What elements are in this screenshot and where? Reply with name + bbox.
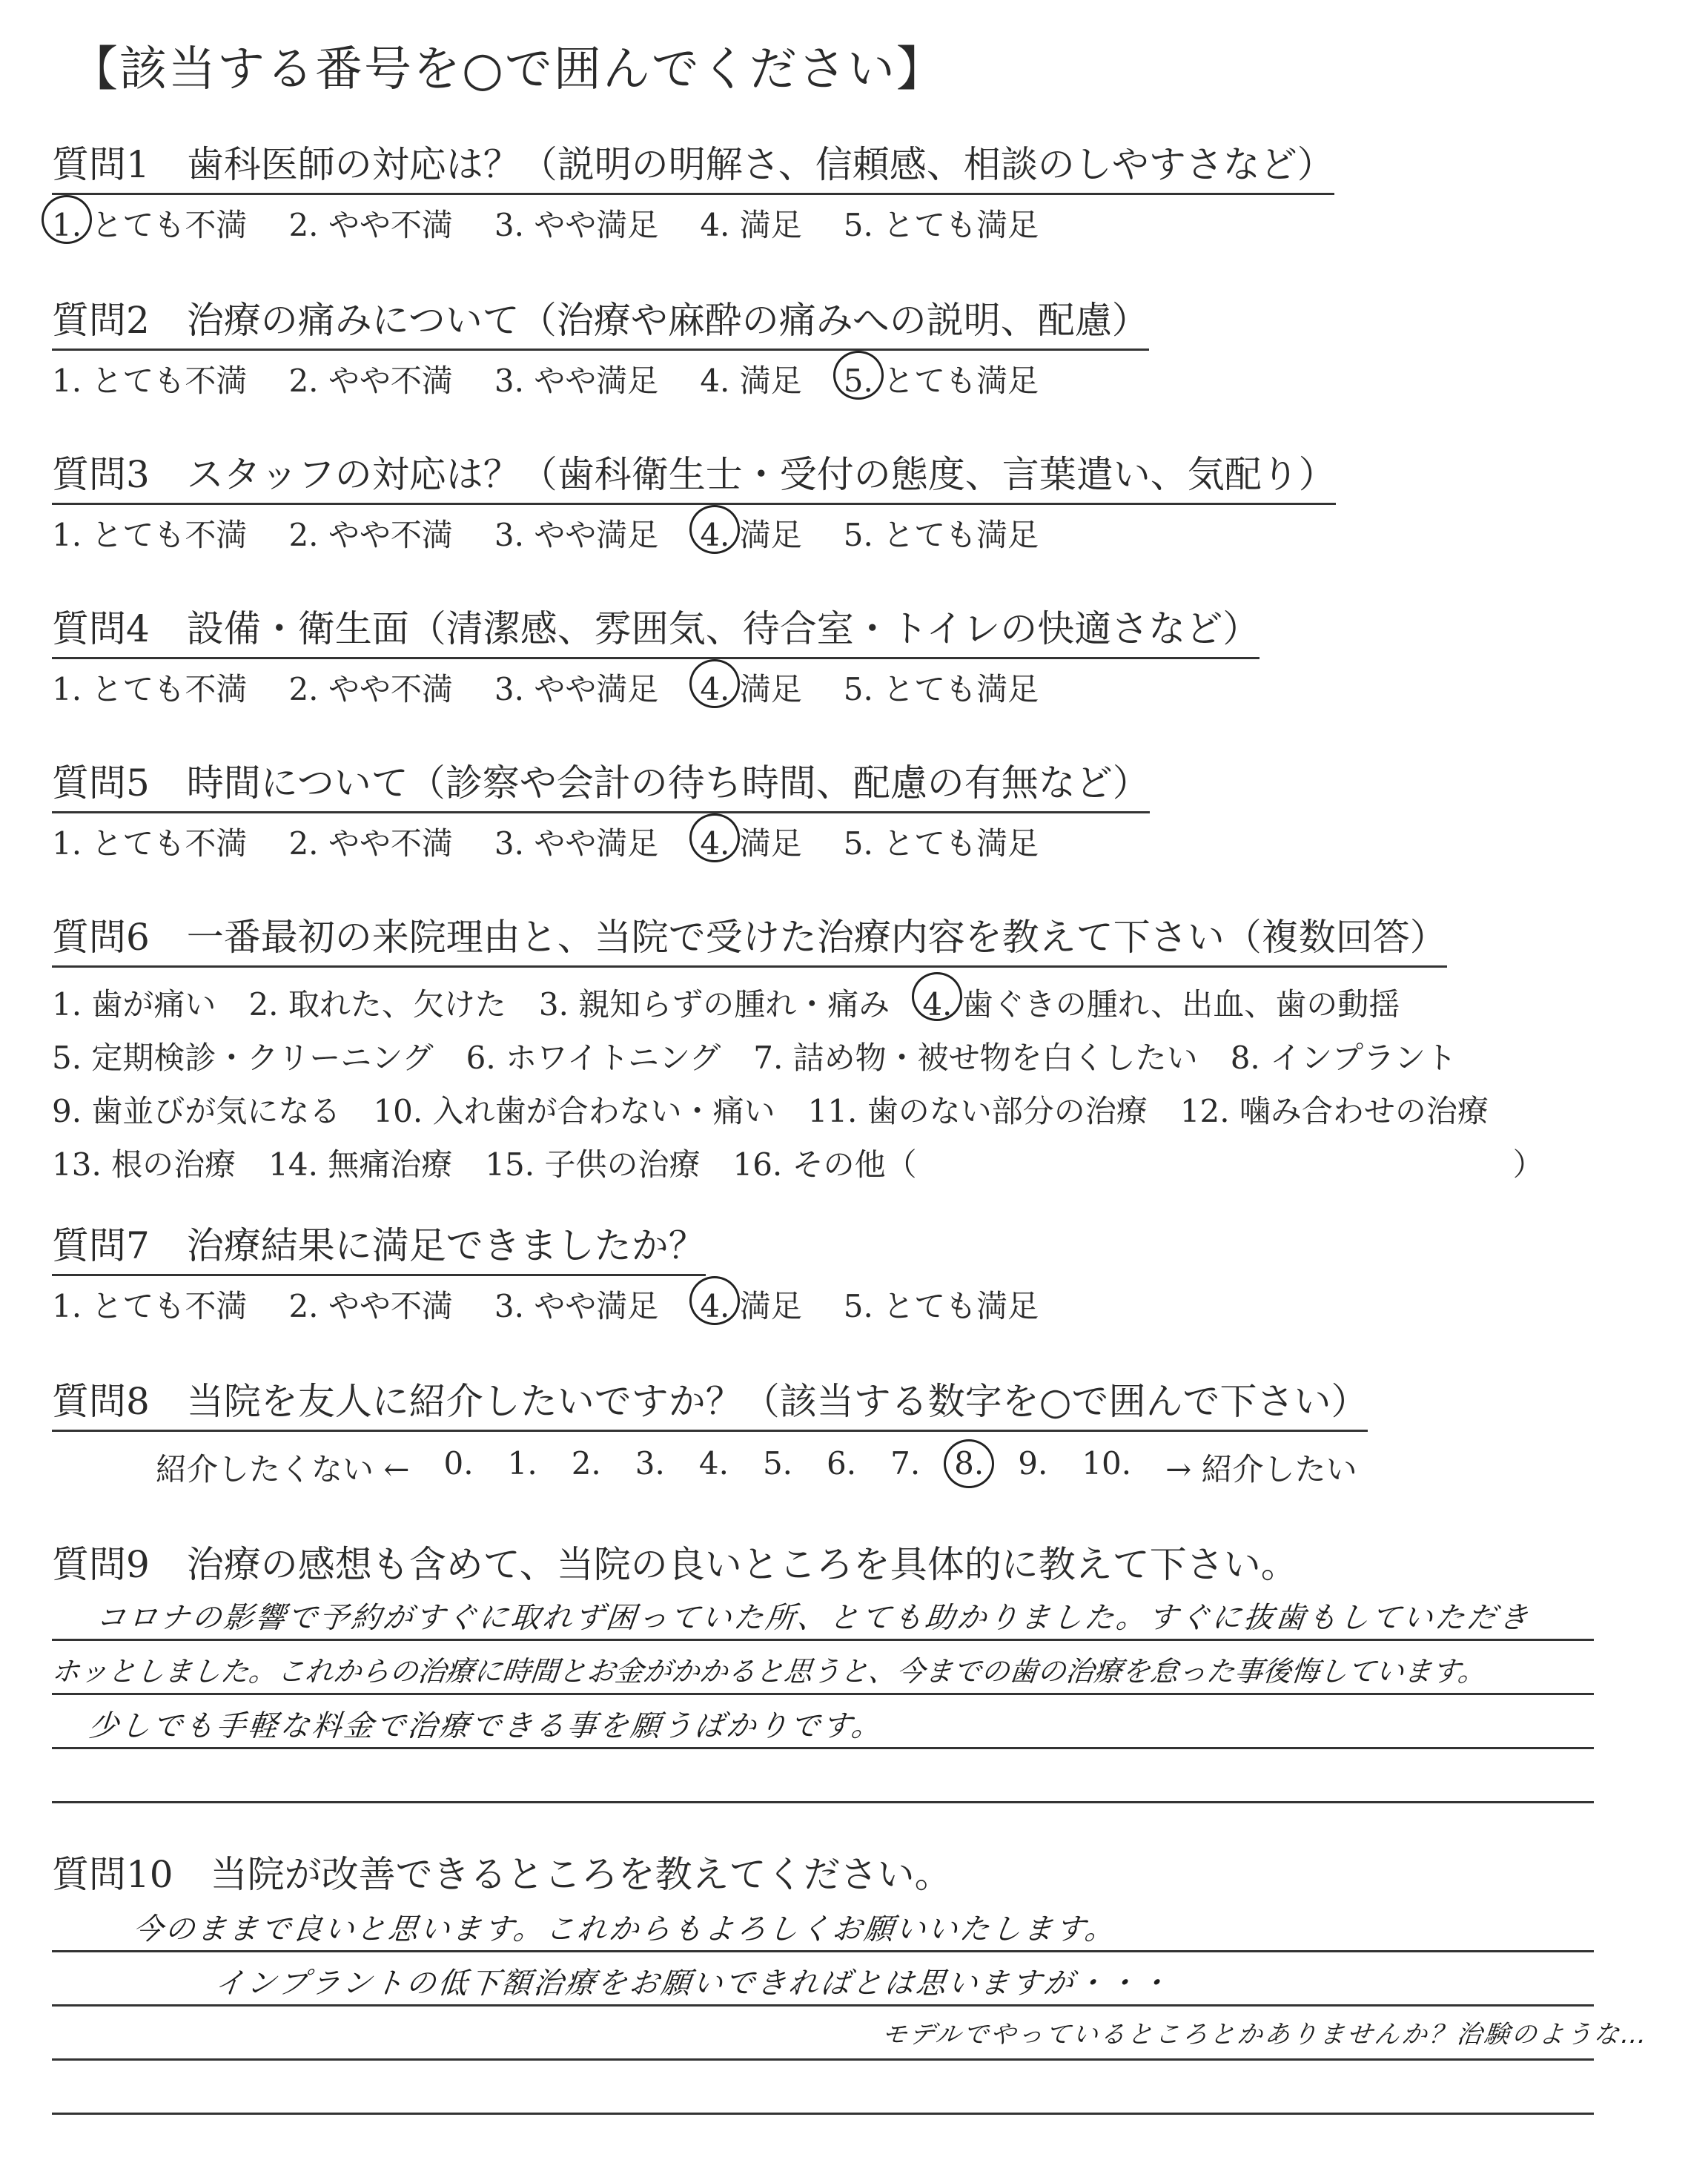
q6-option-13[interactable]: 13. 根の治療 [52,1146,236,1183]
q8-number-7[interactable]: 7. [890,1445,921,1482]
question-3 [52,445,1683,555]
q3-option-2[interactable]: 2. やや不満 [288,517,453,553]
question-9-answer-area[interactable] [52,1587,1594,1803]
q10-answer-line-2: インプラントの低下額治療をお願いできればとは思いますが・・・ [213,1966,1174,2001]
question-5-options [52,819,1683,864]
question-6 [52,908,1683,1192]
q2-option-2[interactable]: 2. やや不満 [288,363,453,399]
q8-number-5[interactable]: 5. [762,1445,793,1482]
q6-row [52,978,1683,1031]
q6-row [52,1138,1683,1192]
question-7-options [52,1282,1683,1327]
q6-option-1[interactable]: 1. 歯が痛い [52,986,216,1023]
answer-line [52,1952,1594,2007]
q6-option-4[interactable]: 4. 歯ぐきの腫れ、出血、歯の動揺 [922,978,1400,1031]
question-7-title: 質問7 治療結果に満足できましたか？ [52,1216,706,1276]
q5-option-2[interactable]: 2. やや不満 [288,825,453,862]
q2-option-3[interactable]: 3. やや満足 [494,363,659,399]
question-10-title: 質問10 当院が改善できるところを教えてください。 [52,1853,952,1896]
q8-number-1[interactable]: 1. [507,1445,537,1482]
answer-line [52,1587,1594,1641]
q10-answer-line-1: 今のままで良いと思います。これからもよろしくお願いいたします。 [131,1912,1119,1946]
q3-option-1[interactable]: 1. とても不満 [52,517,248,553]
question-1-title: 質問1 歯科医師の対応は？（説明の明解さ、信頼感、相談のしやすさなど） [52,135,1334,195]
q6-option-2[interactable]: 2. 取れた、欠けた [248,986,506,1023]
question-8 [52,1372,1683,1490]
question-2-options [52,357,1683,401]
q8-number-9[interactable]: 9. [1018,1445,1048,1482]
question-7 [52,1216,1683,1327]
page-header: 【該当する番号を○で囲んでください】 [70,42,945,97]
question-8-scale [156,1445,1683,1490]
q5-option-3[interactable]: 3. やや満足 [494,825,659,862]
q6-option-15[interactable]: 15. 子供の治療 [485,1146,701,1183]
question-5-title: 質問5 時間について（診察や会計の待ち時間、配慮の有無など） [52,753,1150,813]
question-4-title: 質問4 設備・衛生面（清潔感、雰囲気、待合室・トイレの快適さなど） [52,599,1260,659]
q6-option-8[interactable]: 8. インプラント [1230,1040,1457,1076]
q5-option-4[interactable]: 4. 満足 [700,819,801,864]
q2-option-4[interactable]: 4. 満足 [700,363,802,399]
q10-answer-line-3: モデルでやっているところとかありませんか？治験のような… [880,2020,1651,2050]
q7-option-2[interactable]: 2. やや不満 [288,1288,453,1324]
q1-option-5[interactable]: 5. とても満足 [843,207,1039,243]
question-2 [52,291,1683,401]
q1-option-3[interactable]: 3. やや満足 [494,207,659,243]
q9-answer-line-2: ホッとしました。これからの治療に時間とお金がかかると思うと、今までの歯の治療を怠った事後悔しています。 [50,1655,1488,1688]
q7-option-3[interactable]: 3. やや満足 [494,1288,659,1324]
q8-number-0[interactable]: 0. [443,1445,474,1482]
q5-option-1[interactable]: 1. とても不満 [52,825,248,862]
q6-option-9[interactable]: 9. 歯並びが気になる [52,1093,341,1129]
question-5 [52,753,1683,864]
answer-line [52,1749,1594,1803]
question-6-title: 質問6 一番最初の来院理由と、当院で受けた治療内容を教えて下さい（複数回答） [52,908,1447,968]
q3-option-4[interactable]: 4. 満足 [700,511,801,555]
q6-other-close-paren: ） [1512,1146,1544,1183]
q1-option-2[interactable]: 2. やや不満 [288,207,453,243]
q8-number-10[interactable]: 10. [1082,1445,1132,1482]
question-4-options [52,665,1683,710]
question-8-title: 質問8 当院を友人に紹介したいですか？（該当する数字を○で囲んで下さい） [52,1372,1368,1432]
q6-option-5[interactable]: 5. 定期検診・クリーニング [52,1040,434,1076]
q6-option-12[interactable]: 12. 噛み合わせの治療 [1179,1093,1489,1129]
answer-line [52,1641,1594,1695]
q6-option-10[interactable]: 10. 入れ歯が合わない・痛い [373,1093,775,1129]
q7-option-1[interactable]: 1. とても不満 [52,1288,248,1324]
q8-number-8[interactable]: 8. [954,1445,984,1490]
q8-number-4[interactable]: 4. [698,1445,729,1482]
q6-option-16[interactable]: 16. その他（ [732,1146,917,1183]
answer-line [52,2007,1651,2061]
question-9-title: 質問9 治療の感想も含めて、当院の良いところを具体的に教えて下さい。 [52,1543,1298,1586]
q6-option-11[interactable]: 11. 歯のない部分の治療 [807,1093,1148,1129]
answer-line [52,1898,1594,1952]
question-9 [52,1535,1683,1588]
q8-number-3[interactable]: 3. [635,1445,665,1482]
q4-option-4[interactable]: 4. 満足 [700,665,801,710]
q9-answer-line-3: 少しでも手軽な料金で治療できる事を願うばかりです。 [87,1709,885,1743]
q7-option-5[interactable]: 5. とても満足 [843,1288,1039,1324]
question-2-title: 質問2 治療の痛みについて（治療や麻酔の痛みへの説明、配慮） [52,291,1149,351]
q8-right-label: → 紹介したい [1165,1451,1357,1487]
q8-number-6[interactable]: 6. [827,1445,857,1482]
q3-option-3[interactable]: 3. やや満足 [494,517,659,553]
answer-line [52,2061,1594,2115]
q4-option-1[interactable]: 1. とても不満 [52,671,248,707]
question-3-options [52,511,1683,555]
q4-option-2[interactable]: 2. やや不満 [288,671,453,707]
question-1-options [52,201,1683,245]
question-3-title: 質問3 スタッフの対応は？（歯科衛生士・受付の態度、言葉遣い、気配り） [52,445,1336,505]
q6-row [52,1085,1683,1138]
q7-option-4[interactable]: 4. 満足 [700,1282,801,1327]
q9-answer-line-1: コロナの影響で予約がすぐに取れず困っていた所、とても助かりました。すぐに抜歯もしていただき [94,1601,1533,1635]
q8-left-label: 紹介したくない ← [156,1451,410,1487]
q6-row [52,1031,1683,1085]
q4-option-5[interactable]: 5. とても満足 [843,671,1039,707]
q6-option-14[interactable]: 14. 無痛治療 [268,1146,453,1183]
q5-option-5[interactable]: 5. とても満足 [843,825,1039,862]
question-10-answer-area[interactable] [52,1898,1651,2115]
q1-option-1[interactable]: 1. とても不満 [52,201,247,245]
q6-option-3[interactable]: 3. 親知らずの腫れ・痛み [538,986,890,1023]
question-4 [52,599,1683,710]
question-6-options [52,978,1683,1192]
q2-option-5[interactable]: 5. とても満足 [844,357,1039,401]
q3-option-5[interactable]: 5. とても満足 [843,517,1039,553]
answer-line [52,1695,1594,1749]
q1-option-4[interactable]: 4. 満足 [700,207,802,243]
q6-option-7[interactable]: 7. 詰め物・被せ物を白くしたい [753,1040,1198,1076]
question-10 [52,1845,1683,1898]
question-1 [52,135,1683,245]
q8-number-2[interactable]: 2. [571,1445,601,1482]
q4-option-3[interactable]: 3. やや満足 [494,671,659,707]
q2-option-1[interactable]: 1. とても不満 [52,363,248,399]
q6-option-6[interactable]: 6. ホワイトニング [466,1040,721,1076]
